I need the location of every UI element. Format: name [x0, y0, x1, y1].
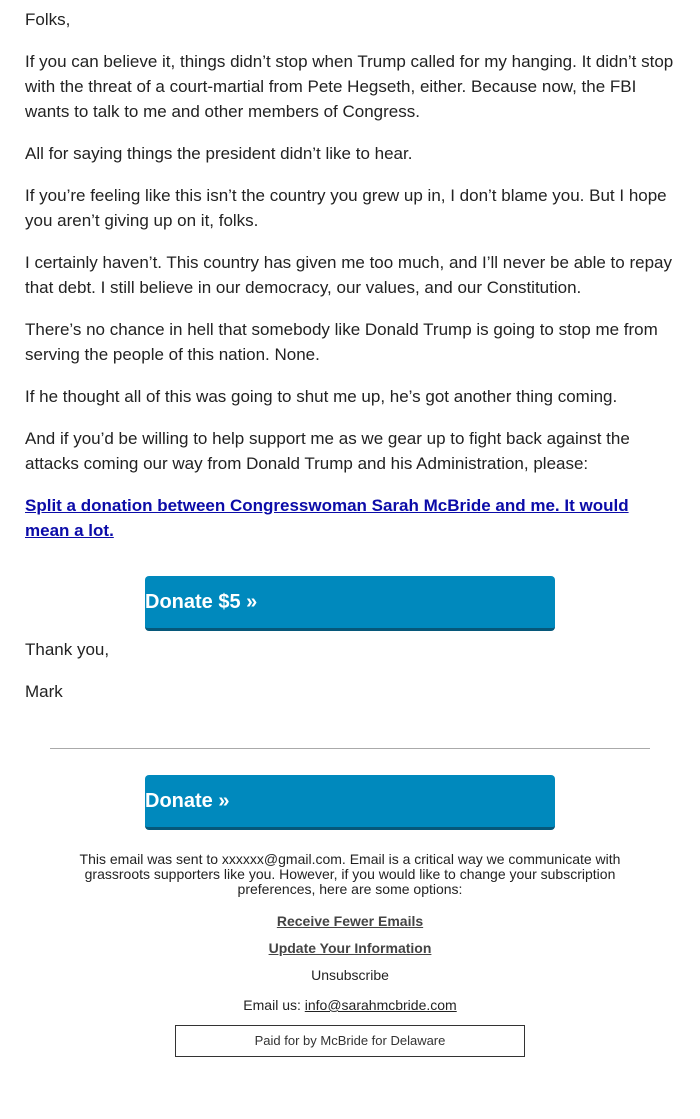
donate-button[interactable]: Donate »: [145, 775, 555, 830]
paragraph: All for saying things the president didn’t like to hear.: [25, 144, 413, 163]
footer: [70, 852, 630, 1057]
footer-notice: This email was sent to xxxxxx@gmail.com. Email is a critical way we communicate with grassroots supporters like you. However, if you would like to change your subscription preferences, here are some options:: [79, 851, 621, 897]
email-us-label: Email us:: [243, 997, 301, 1013]
update-information-link[interactable]: Update Your Information: [268, 940, 432, 956]
paragraph: And if you’d be willing to help support me as we gear up to fight back against the attacks coming our way from Donald Trump and his Administration, please:: [25, 429, 630, 473]
paragraph: If he thought all of this was going to shut me up, he’s got another thing coming.: [25, 387, 618, 406]
paid-for-disclaimer: Paid for by McBride for Delaware: [175, 1025, 525, 1057]
paragraph: If you’re feeling like this isn’t the country you grew up in, I don’t blame you. But I hope you aren’t giving up on it, folks.: [25, 186, 667, 230]
receive-fewer-emails-link[interactable]: Receive Fewer Emails: [276, 913, 424, 929]
paragraph: There’s no chance in hell that somebody like Donald Trump is going to stop me from serving the people of this nation. None.: [25, 320, 658, 364]
split-donation-link[interactable]: Split a donation between Congresswoman Sarah McBride and me. It would mean a lot.: [25, 496, 629, 540]
unsubscribe-link[interactable]: Unsubscribe: [311, 967, 389, 983]
paragraph: I certainly haven’t. This country has given me too much, and I’ll never be able to repay that debt. I still believe in our democracy, our values, and our Constitution.: [25, 253, 672, 297]
divider: [50, 748, 650, 749]
closing: Thank you,: [25, 640, 110, 659]
signature: Mark: [25, 682, 63, 701]
donate-5-button[interactable]: Donate $5 »: [145, 576, 555, 631]
paragraph: If you can believe it, things didn’t stop when Trump called for my hanging. It didn’t stop with the threat of a court-martial from Pete Hegseth, either. Because now, the FBI wants to talk to me and other members of Congress.: [25, 52, 674, 121]
greeting: Folks,: [25, 10, 71, 29]
contact-email-link[interactable]: info@sarahmcbride.com: [304, 997, 457, 1013]
